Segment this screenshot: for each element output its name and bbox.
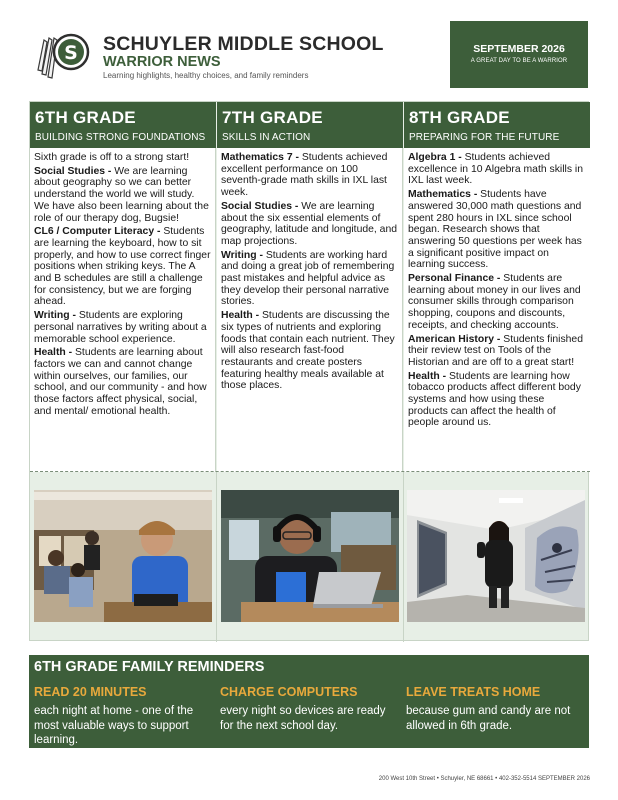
grade-paragraph — [408, 152, 586, 187]
grades-panel — [29, 101, 589, 641]
paragraph-text: Students have answered 30,000 math questions and spent 280 hours in IXL since school began. Research shows that answering 50 questions per week has a significant positive impact on learning success. — [408, 189, 582, 271]
paragraph-text: Students are learning how tobacco products affect different body systems and how using these products can affect the health of people around us. — [408, 370, 581, 429]
subject-label: Mathematics - — [408, 189, 478, 201]
reminder-item — [220, 685, 400, 733]
grade-header — [217, 102, 403, 148]
paragraph-text: Students achieved excellent performance on 100 seventh-grade math skills in IXL last week. — [221, 152, 388, 199]
grade-title: 6TH GRADE — [35, 108, 136, 127]
grade-paragraph — [408, 371, 586, 430]
subject-label: Social Studies - — [34, 165, 112, 177]
reminder-text: every night so devices are ready for the next school day. — [220, 705, 386, 732]
grade-column-8 — [404, 102, 590, 472]
column-divider — [403, 472, 404, 642]
subject-label: Social Studies - — [221, 200, 299, 212]
newsletter-name: WARRIOR NEWS — [103, 54, 221, 70]
grade-title: 7TH GRADE — [222, 108, 323, 127]
logo-letter: S — [64, 42, 78, 64]
grade-paragraph — [34, 226, 211, 308]
paragraph-text: Students are learning the keyboard, how to sit properly, and how to use correct finger positions when striking keys. The A and B schedules are still a challenge for consistency, but we are forging ahead. — [34, 226, 211, 308]
grade-paragraph — [408, 334, 586, 369]
grade-body — [30, 148, 216, 472]
subject-label: Mathematics 7 - — [221, 152, 299, 163]
paragraph-text: Students are working hard and doing a great job of remembering past mistakes and helpful advice as they develop their personal narrative stories. — [221, 249, 395, 308]
subject-label: Algebra 1 - — [408, 152, 462, 163]
grade-column-6 — [30, 102, 216, 472]
grade-header — [30, 102, 216, 148]
paragraph-text: Students achieved excellence in 10 Algebra math skills in IXL last week. — [408, 152, 584, 187]
grade-paragraph — [221, 310, 398, 392]
reminder-text: because gum and candy are not allowed in 6th grade. — [406, 705, 571, 732]
grade-paragraph — [408, 273, 586, 332]
reminders-title: 6TH GRADE FAMILY REMINDERS — [34, 659, 265, 675]
issue-date: SEPTEMBER 2026 — [473, 43, 565, 55]
grade-paragraph — [408, 189, 586, 271]
grade-paragraph — [221, 201, 398, 248]
family-reminders — [29, 655, 589, 748]
photo-7th-grade-laptop — [221, 490, 399, 622]
grade-subtitle: SKILLS IN ACTION — [222, 132, 311, 143]
header-tagline: Learning highlights, healthy choices, and family reminders — [103, 71, 309, 80]
reminder-heading: READ 20 MINUTES — [34, 685, 147, 699]
paragraph-text: We are learning about the six essential elements of geography, latitude and longitude, and map projections. — [221, 200, 398, 247]
subject-label: CL6 / Computer Literacy - — [34, 226, 161, 238]
grade-body — [404, 148, 590, 472]
paragraph-text: Sixth grade is off to a strong start! — [34, 152, 190, 163]
subject-label: Writing - — [221, 249, 263, 261]
photo-6th-grade-classroom — [34, 490, 212, 622]
paragraph-text: Students are exploring personal narratives by writing about a memorable school experience. — [34, 310, 207, 345]
grade-subtitle: PREPARING FOR THE FUTURE — [409, 132, 560, 143]
paragraph-text: Students finished their review test on Tools of the Historian and are off to a great start! — [408, 333, 583, 368]
subject-label: Health - — [221, 310, 260, 322]
school-logo — [36, 30, 94, 82]
grade-paragraph — [34, 152, 211, 164]
photo-8th-grade-hallway — [407, 490, 585, 622]
subject-label: Writing - — [34, 310, 76, 322]
subject-label: American History - — [408, 333, 501, 345]
grade-body — [217, 148, 403, 472]
reminder-text: each night at home - one of the most valuable ways to support learning. — [34, 705, 194, 746]
subject-label: Personal Finance - — [408, 273, 501, 285]
date-tagline: A GREAT DAY TO BE A WARRIOR — [470, 58, 568, 64]
paragraph-text: Students are learning about money in our lives and consumer skills through comparison shopping, coupons and discounts, receipts, and checking accounts. — [408, 273, 581, 331]
grade-paragraph — [221, 250, 398, 309]
grade-paragraph — [34, 347, 211, 417]
paragraph-text: Students are learning about factors we can and cannot change within ourselves, our families, our school, and our community - and how those factors affect physical, social, and mental/ emotional health. — [34, 347, 207, 417]
paragraph-text: Students are discussing the six types of nutrients and exploring foods that contain each nutrient. They will also research fast-food restaurants and create posters featuring healthy meals available at those places. — [221, 310, 395, 392]
subject-label: Health - — [408, 370, 447, 382]
footer-address: 200 West 10th Street • Schuyler, NE 68661 • 402-352-5514 SEPTEMBER 2026 — [378, 776, 590, 782]
reminder-heading: LEAVE TREATS HOME — [406, 685, 541, 699]
grade-header — [404, 102, 590, 148]
grade-paragraph — [221, 152, 398, 199]
dashed-divider — [30, 471, 590, 472]
grade-subtitle: BUILDING STRONG FOUNDATIONS — [35, 132, 206, 143]
subject-label: Health - — [34, 347, 73, 359]
grade-paragraph — [34, 310, 211, 345]
date-box — [450, 21, 588, 88]
school-name: SCHUYLER MIDDLE SCHOOL — [103, 33, 384, 55]
reminder-heading: CHARGE COMPUTERS — [220, 685, 358, 699]
grade-column-7 — [217, 102, 403, 472]
grade-paragraph — [34, 166, 211, 225]
paragraph-text: We are learning about geography so we can better understand the world we will study. We have also been learning about the role of our therapy dog, Bugsie! — [34, 165, 209, 224]
reminder-item — [34, 685, 214, 748]
grade-title: 8TH GRADE — [409, 108, 510, 127]
column-divider — [216, 472, 217, 642]
reminder-item — [406, 685, 586, 733]
